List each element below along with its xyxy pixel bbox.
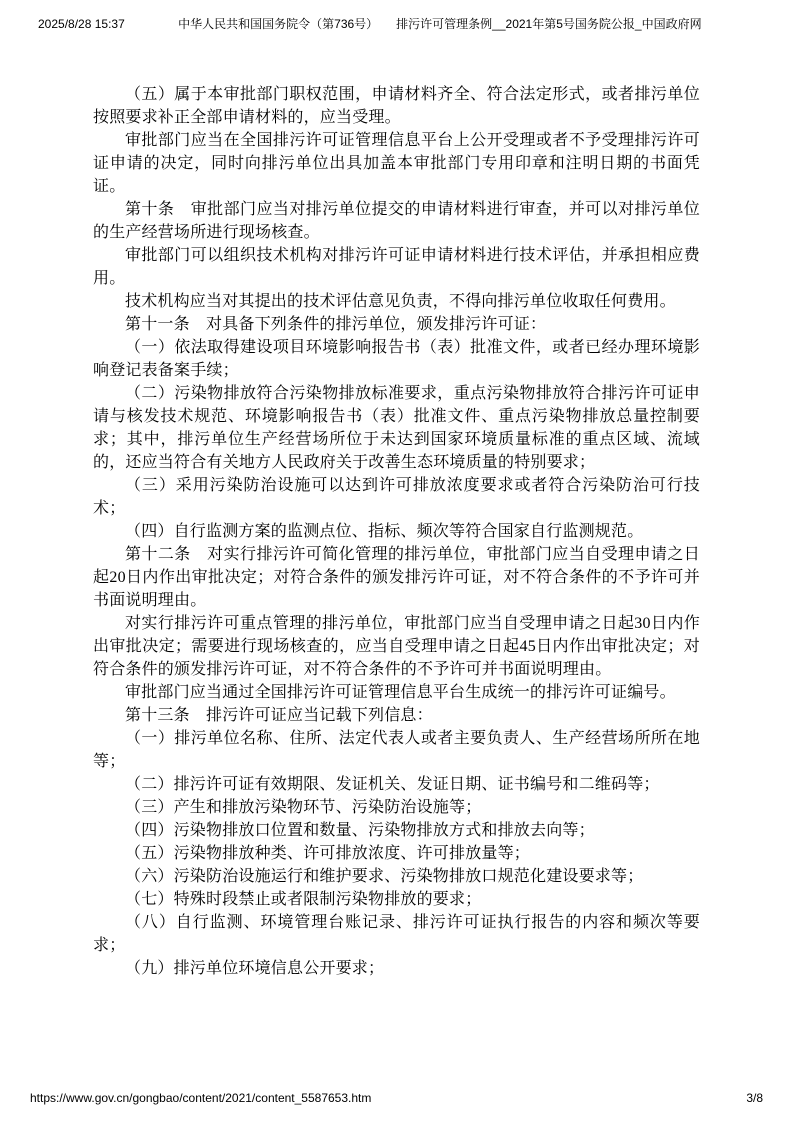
page-number-indicator: 3/8 <box>746 1091 763 1105</box>
paragraph-article-13-item-5: （五）污染物排放种类、许可排放浓度、许可排放量等； <box>125 845 531 862</box>
paragraph-article-13-item-9: （九）排污单位环境信息公开要求； <box>125 960 385 977</box>
paragraph-technical-evaluation: 审批部门可以组织技术机构对排污许可证申请材料进行技术评估，并承担相应费用。 <box>93 247 700 287</box>
paragraph-technical-agency-liability: 技术机构应当对其提出的技术评估意见负责，不得向排污单位收取任何费用。 <box>125 293 676 310</box>
paragraph-permit-number: 审批部门应当通过全国排污许可证管理信息平台生成统一的排污许可证编号。 <box>125 684 676 701</box>
paragraph-article-10: 第十条 审批部门应当对排污单位提交的申请材料进行审查，并可以对排污单位的生产经营场所进行现场核查。 <box>93 201 700 241</box>
paragraph-article-11-item-1: （一）依法取得建设项目环境影响报告书（表）批准文件，或者已经办理环境影响登记表备案手续； <box>93 339 700 379</box>
paragraph-article-13-item-8: （八）自行监测、环境管理台账记录、排污许可证执行报告的内容和频次等要求； <box>93 914 700 954</box>
paragraph-article-13-item-4: （四）污染物排放口位置和数量、污染物排放方式和排放去向等； <box>125 822 595 839</box>
paragraph-article-11-item-4: （四）自行监测方案的监测点位、指标、频次等符合国家自行监测规范。 <box>125 523 644 540</box>
paragraph-acceptance-decision: 审批部门应当在全国排污许可证管理信息平台上公开受理或者不予受理排污许可证申请的决定，同时向排污单位出具加盖本审批部门专用印章和注明日期的书面凭证。 <box>93 132 700 195</box>
print-title: 中华人民共和国国务院令（第736号） 排污许可管理条例__2021年第5号国务院公报_中国政府网 <box>178 17 702 31</box>
paragraph-article-12: 第十二条 对实行排污许可简化管理的排污单位，审批部门应当自受理申请之日起20日内作出审批决定；对符合条件的颁发排污许可证，对不符合条件的不予许可并书面说明理由。 <box>93 546 700 609</box>
paragraph-article-12-key-management: 对实行排污许可重点管理的排污单位，审批部门应当自受理申请之日起30日内作出审批决定；需要进行现场核查的，应当自受理申请之日起45日内作出审批决定；对符合条件的颁发排污许可证，对不符合条件的不予许可并书面说明理由。 <box>93 615 700 678</box>
paragraph-article-13-item-6: （六）污染防治设施运行和维护要求、污染物排放口规范化建设要求等； <box>125 868 644 885</box>
paragraph-article-11: 第十一条 对具备下列条件的排污单位，颁发排污许可证： <box>125 316 547 333</box>
paragraph-article-13-item-3: （三）产生和排放污染物环节、污染防治设施等； <box>125 799 482 816</box>
paragraph-article-13-item-7: （七）特殊时段禁止或者限制污染物排放的要求； <box>125 891 482 908</box>
paragraph-item-5: （五）属于本审批部门职权范围，申请材料齐全、符合法定形式，或者排污单位按照要求补正全部申请材料的，应当受理。 <box>93 86 700 126</box>
paragraph-article-13-item-1: （一）排污单位名称、住所、法定代表人或者主要负责人、生产经营场所所在地等； <box>93 730 700 770</box>
print-footer <box>30 1091 763 1105</box>
paragraph-article-11-item-2: （二）污染物排放符合污染物排放标准要求，重点污染物排放符合排污许可证申请与核发技术规范、环境影响报告书（表）批准文件、重点污染物排放总量控制要求；其中，排污单位生产经营场所位于未达到国家环境质量标准的重点区域、流域的，还应当符合有关地方人民政府关于改善生态环境质量的特别要求； <box>93 385 700 471</box>
print-timestamp: 2025/8/28 15:37 <box>38 17 125 31</box>
print-header <box>38 15 755 32</box>
paragraph-article-13: 第十三条 排污许可证应当记载下列信息： <box>125 707 433 724</box>
print-source-url: https://www.gov.cn/gongbao/content/2021/content_5587653.htm <box>30 1091 372 1105</box>
document-body <box>93 83 700 980</box>
paragraph-article-13-item-2: （二）排污许可证有效期限、发证机关、发证日期、证书编号和二维码等； <box>125 776 660 793</box>
paragraph-article-11-item-3: （三）采用污染防治设施可以达到许可排放浓度要求或者符合污染防治可行技术； <box>93 477 700 517</box>
